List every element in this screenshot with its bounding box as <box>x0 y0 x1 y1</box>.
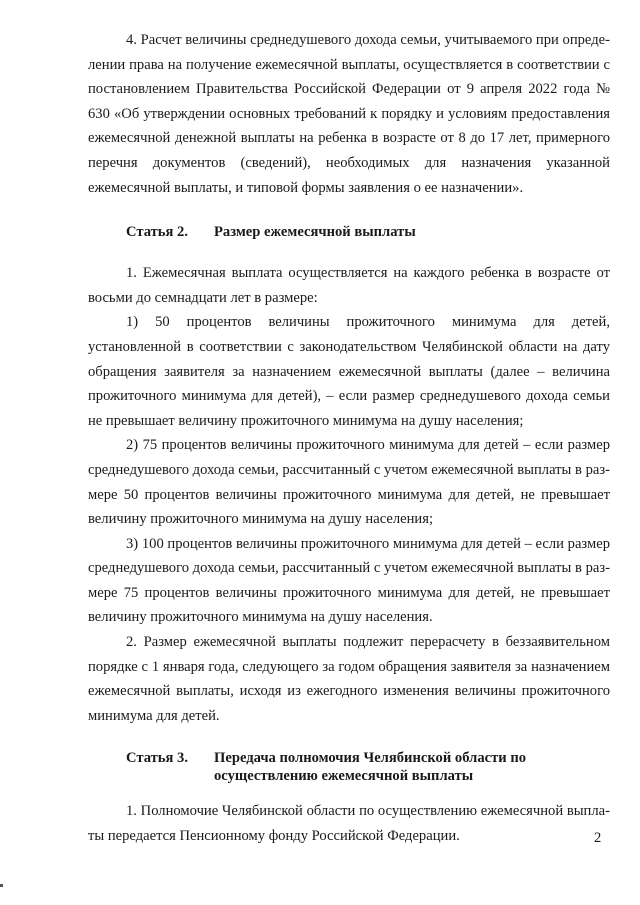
article-2-item-3: 3) 100 процентов величины прожиточного минимума для детей – если размер среднедушевого дохода семьи, рассчитанный с учетом ежемесячной выплаты в размере 75 процентов величины прожиточного минимума для детей, не превышает величину прожиточного минимума на душу населения. <box>88 535 610 626</box>
page-content <box>88 28 610 849</box>
article-2-item-2: 2) 75 процентов величины прожиточного минимума для детей – если размер среднедушевого дохода семьи, рассчитанный с учетом ежемесячной выплаты в размере 50 процентов величины прожиточного минимума для детей, не превышает величину прожиточного минимума на душу населения; <box>88 437 610 528</box>
article-2-paragraph-1: 1. Ежемесячная выплата осуществляется на каждого ребенка в возрасте от восьми до семнадцати лет в размере: <box>88 265 610 306</box>
paragraph-4: 4. Расчет величины среднедушевого дохода семьи, учитываемого при определении права на получение ежемесячной выплаты, осуществляется в соответствии с постановлением Правительства Российской Федерации от 9 апреля 2022 года № 630 «Об утверждении основных требований к порядку и условиям предоставления ежемесячной денежной выплаты на ребенка в возрасте от 8 до 17 лет, примерного перечня документов (сведений), необходимых для назначения указанной ежемесячной выплаты, и типовой формы заявления о ее назначении». <box>88 32 610 196</box>
article-2-heading <box>88 223 610 241</box>
page-number: 2 <box>594 830 602 846</box>
article-2-item-1: 1) 50 процентов величины прожиточного минимума для детей, установленной в соответствии с законодательством Челябинской области на дату обращения заявителя за назначением ежемесячной выплаты (далее – величина прожиточного минимума для детей), – если размер среднедушевого дохода семьи не превышает величину прожиточного минимума на душу населения; <box>88 314 610 429</box>
article-2-number: Статья 2. <box>126 224 188 241</box>
scan-edge-mark <box>0 884 3 887</box>
article-3-number: Статья 3. <box>126 750 188 767</box>
article-2-paragraph-2: 2. Размер ежемесячной выплаты подлежит перерасчету в беззаявительном порядке с 1 января года, следующего за годом обращения заявителя за назначением ежемесячной выплаты, исходя из ежегодного изменения величины прожиточного минимума для детей. <box>88 634 610 724</box>
article-3-paragraph-1: 1. Полномочие Челябинской области по осуществлению ежемесячной выплаты передается Пенсионному фонду Российской Федерации. <box>88 803 610 845</box>
article-3-title: Передача полномочия Челябинской области по осуществлению ежемесячной выплаты <box>214 750 527 785</box>
article-3-heading <box>88 749 610 785</box>
article-2-title: Размер ежемесячной выплаты <box>214 224 416 241</box>
